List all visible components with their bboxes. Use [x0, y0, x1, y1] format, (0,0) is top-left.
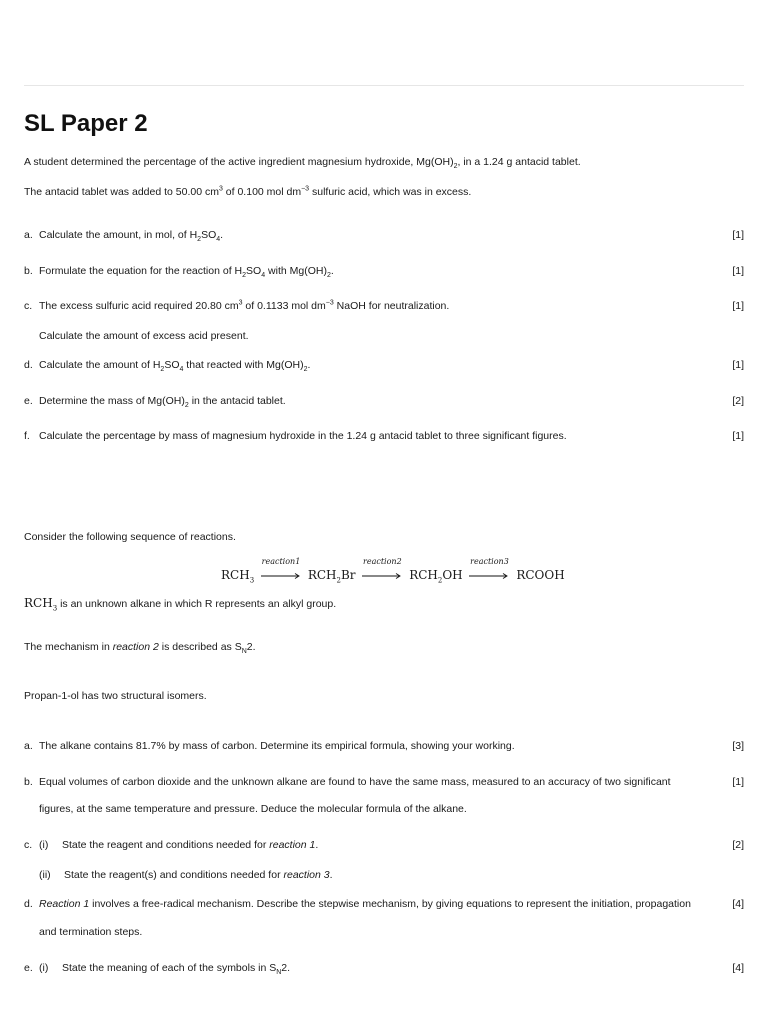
- product-rch2oh: $RCH_2OH$: [409, 568, 463, 585]
- q1d-marks: [1]: [732, 359, 744, 371]
- q2d-marks: [4]: [732, 898, 744, 910]
- q2b-text-line2: figures, at the same temperature and pressure. Deduce the molecular formula of the alkane.: [39, 803, 467, 815]
- q1d-text: Calculate the amount of $H_2SO_4$ that reacted with $Mg(OH)_2$.: [39, 359, 311, 374]
- q2a-marks: [3]: [732, 740, 744, 752]
- q2-isomers-note: Propan-1-ol has two structural isomers.: [24, 690, 207, 702]
- q1d-label: d.: [24, 359, 33, 371]
- q2c-ii-text: State the reagent(s) and conditions needed for reaction 3.: [64, 869, 333, 881]
- q1e-text: Determine the mass of $Mg(OH)_2$ in the antacid tablet.: [39, 395, 286, 410]
- q1b-label: b.: [24, 265, 33, 277]
- q2d-text-line1: Reaction 1 involves a free-radical mechanism. Describe the stepwise mechanism, by giving equations to represent the initiation, propagation: [39, 898, 691, 910]
- q1f-marks: [1]: [732, 430, 744, 442]
- reactant-rch3: $RCH_3$: [221, 568, 255, 585]
- q2c-label: c.: [24, 839, 33, 851]
- q2d-label: d.: [24, 898, 33, 910]
- q1a-text: Calculate the amount, in mol, of $H_2SO_4$.: [39, 229, 224, 244]
- q2b-label: b.: [24, 776, 33, 788]
- q2-intro: Consider the following sequence of reactions.: [24, 531, 236, 543]
- q2a-label: a.: [24, 740, 33, 752]
- reaction3-arrow: reaction3: [469, 571, 509, 581]
- q1-intro-2: The antacid tablet was added to 50.00 $cm^3$ of 0.100 mol $dm^{-3}$ sulfuric acid, which was in excess.: [24, 185, 472, 198]
- q2d-text-line2: and termination steps.: [39, 926, 143, 938]
- reaction2-arrow: reaction2: [362, 571, 402, 581]
- q2e-i-text: State the meaning of each of the symbols in $S_N2$.: [62, 962, 291, 977]
- q1a-marks: [1]: [732, 229, 744, 241]
- q1c-text-line2: Calculate the amount of excess acid present.: [39, 330, 249, 342]
- q2a-text: The alkane contains 81.7% by mass of carbon. Determine its empirical formula, showing your working.: [39, 740, 515, 752]
- q2e-marks: [4]: [732, 962, 744, 974]
- q2-mechanism-note: The mechanism in reaction 2 is described as $S_N2$.: [24, 641, 256, 656]
- q2b-marks: [1]: [732, 776, 744, 788]
- reaction1-arrow: reaction1: [261, 571, 301, 581]
- q1a-label: a.: [24, 229, 33, 241]
- q2-alkane-note: $RCH_3$ is an unknown alkane in which R represents an alkyl group.: [24, 596, 337, 613]
- product-rch2br: $RCH_2Br$: [307, 568, 356, 585]
- q2c-marks: [2]: [732, 839, 744, 851]
- q1f-text: Calculate the percentage by mass of magnesium hydroxide in the 1.24 g antacid tablet to three significant figures.: [39, 430, 567, 442]
- page-title: SL Paper 2: [24, 110, 148, 137]
- q1c-marks: [1]: [732, 300, 744, 312]
- q1c-label: c.: [24, 300, 33, 312]
- q2c-i-num: (i): [39, 839, 49, 851]
- q2e-i-num: (i): [39, 962, 49, 974]
- product-rcooh: RCOOH: [516, 568, 565, 582]
- q1e-label: e.: [24, 395, 33, 407]
- q2e-label: e.: [24, 962, 33, 974]
- reaction-scheme: [221, 556, 565, 585]
- q2c-i-text: State the reagent and conditions needed for reaction 1.: [62, 839, 319, 851]
- q2c-ii-num: (ii): [39, 869, 51, 881]
- q1e-marks: [2]: [732, 395, 744, 407]
- q1b-text: Formulate the equation for the reaction of $H_2SO_4$ with $Mg(OH)_2$.: [39, 265, 334, 280]
- q1b-marks: [1]: [732, 265, 744, 277]
- q1-intro-1: A student determined the percentage of the active ingredient magnesium hydroxide, $Mg(OH)_2$, in a 1.24 g antacid tablet.: [24, 156, 581, 171]
- top-divider: [24, 85, 744, 86]
- q1c-text: The excess sulfuric acid required 20.80 $cm^3$ of 0.1133 mol $dm^{-3}$ NaOH for neutralization.: [39, 299, 450, 312]
- q1f-label: f.: [24, 430, 30, 442]
- q2b-text-line1: Equal volumes of carbon dioxide and the unknown alkane are found to have the same mass, measured to an accuracy of two significant: [39, 776, 671, 788]
